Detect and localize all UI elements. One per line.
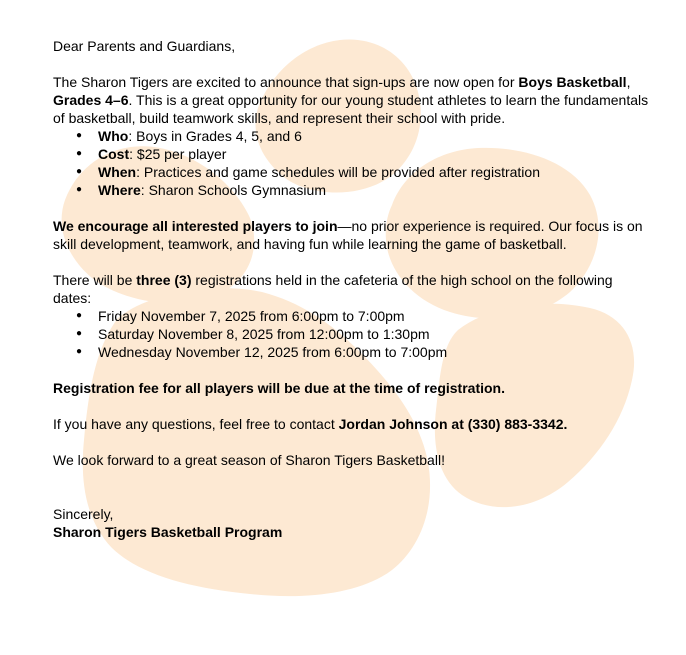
intro-paragraph: The Sharon Tigers are excited to announce that sign-ups are now open for Boys Basketball, Grades 4–6. This is a great opportunity for our young student athletes to learn the fundamentals of basketball, build teamwork skills, and represent their school with pride.: [53, 74, 649, 126]
salutation: Dear Parents and Guardians,: [53, 38, 236, 54]
list-item: ● Who: Boys in Grades 4, 5, and 6: [53, 127, 653, 145]
registration-paragraph: There will be three (3) registrations held in the cafeteria of the high school on the following dates:: [53, 272, 613, 306]
list-item: ● Where: Sharon Schools Gymnasium: [53, 181, 653, 199]
list-item: ● Wednesday November 12, 2025 from 6:00pm to 7:00pm: [53, 343, 653, 361]
contact-paragraph: If you have any questions, feel free to contact Jordan Johnson at (330) 883-3342.: [53, 416, 568, 432]
list-item: ● Friday November 7, 2025 from 6:00pm to 7:00pm: [53, 307, 653, 325]
signature: Sharon Tigers Basketball Program: [53, 524, 283, 540]
signoff: Sincerely,: [53, 506, 114, 522]
list-item: ● When: Practices and game schedules will be provided after registration: [53, 163, 653, 181]
details-list: [53, 127, 653, 199]
list-item: ● Cost: $25 per player: [53, 145, 653, 163]
closing-line: We look forward to a great season of Sharon Tigers Basketball!: [53, 452, 445, 468]
fee-notice: Registration fee for all players will be due at the time of registration.: [53, 380, 505, 396]
dates-list: [53, 307, 653, 361]
list-item: ● Saturday November 8, 2025 from 12:00pm to 1:30pm: [53, 325, 653, 343]
encourage-paragraph: We encourage all interested players to join—no prior experience is required. Our focus is on skill development, teamwork, and having fun while learning the game of basketball.: [53, 218, 643, 252]
letter-body: [53, 37, 653, 541]
